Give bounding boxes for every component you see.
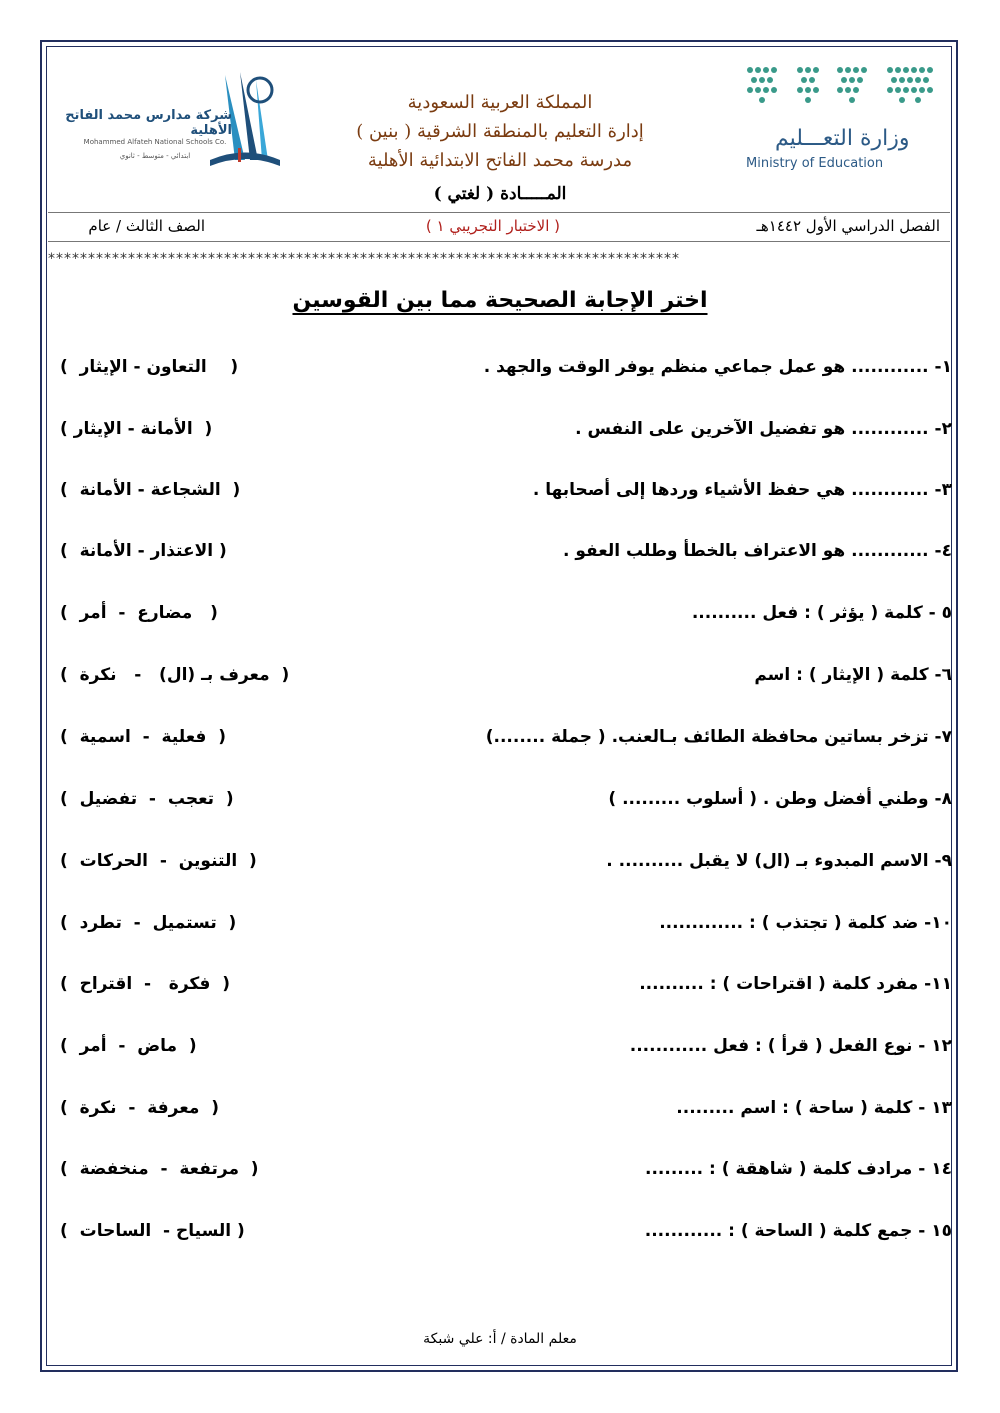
question-options: ( السياح - الساحات ) (60, 1221, 245, 1241)
question-item (48, 1159, 952, 1195)
question-options: ( فعلية - اسمية ) (60, 727, 227, 747)
question-options: ( فكرة - اقتراح ) (60, 974, 231, 994)
question-options: ( الأمانة - الإيثار ) (60, 419, 213, 439)
question-item (48, 480, 952, 516)
question-text: ٨- وطني أفضل وطن . ( أسلوب ......... ) (608, 789, 952, 809)
grade-label: الصف الثالث / عام (88, 217, 205, 235)
question-text: ٤- ............ هو الاعتراف بالخطأ وطلب العفو . (562, 541, 952, 561)
question-text: ١٢ - نوع الفعل ( قرأ ) : فعل ............ (629, 1036, 952, 1056)
question-options: ( الاعتذار - الأمانة ) (60, 541, 227, 561)
question-item (48, 974, 952, 1010)
header-line-school: مدرسة محمد الفاتح الابتدائية الأهلية (367, 150, 633, 171)
question-item (48, 1221, 952, 1257)
question-text: ١٤ - مرادف كلمة ( شاهقة ) : ......... (645, 1159, 952, 1179)
subject-label: المـــــادة ( لغتي ) (433, 184, 567, 204)
ministry-name-en: Ministry of Education (746, 156, 884, 171)
teacher-footer: معلم المادة / أ: علي شبكة (423, 1331, 577, 1347)
question-item (48, 603, 952, 639)
question-text: ٦- كلمة ( الإيثار ) : اسم (754, 665, 952, 685)
info-bar (48, 212, 950, 242)
question-item (48, 789, 952, 825)
question-text: ١٥ - جمع كلمة ( الساحة ) : ............ (644, 1221, 952, 1241)
question-item (48, 851, 952, 887)
star-divider: ******************************************************************************* (48, 251, 680, 267)
question-text: ١٠- ضد كلمة ( تجتذب ) : ............. (659, 913, 952, 933)
question-options: ( تستميل - تطرد ) (60, 913, 237, 933)
question-text: ٥ - كلمة ( يؤثر ) : فعل .......... (691, 603, 952, 623)
question-item (48, 1098, 952, 1134)
question-options: ( مضارع - أمر ) (60, 603, 218, 623)
semester-label: الفصل الدراسي الأول ١٤٤٢هـ (756, 217, 940, 235)
question-text: ١٣ - كلمة ( ساحة ) : اسم ......... (676, 1098, 952, 1118)
question-text: ٣- ............ هي حفظ الأشياء وردها إلى أصحابها . (532, 480, 952, 500)
question-text: ٢- ............ هو تفضيل الآخرين على النفس . (575, 419, 952, 439)
question-options: ( التنوين - الحركات ) (60, 851, 257, 871)
test-label: ( الاختبار التجريبي ١ ) (425, 217, 560, 235)
school-company-name: شركة مدارس محمد الفاتح الأهلية (65, 108, 232, 138)
question-options: ( الشجاعة - الأمانة ) (60, 480, 241, 500)
header-line-education: إدارة التعليم بالمنطقة الشرقية ( بنين ) (356, 121, 644, 142)
ministry-name-ar: وزارة التعـــليم (775, 126, 910, 151)
question-text: ٩- الاسم المبدوء بـ (ال) لا يقبل .......... . (606, 851, 952, 871)
header-center (300, 88, 700, 175)
question-item (48, 665, 952, 701)
question-item (48, 357, 952, 393)
question-item (48, 1036, 952, 1072)
question-item (48, 541, 952, 577)
instructions-title: اختر الإجابة الصحيحة مما بين القوسين (292, 288, 708, 313)
question-options: ( التعاون - الإيثار ) (60, 357, 239, 377)
question-item (48, 727, 952, 763)
question-text: ١- ............ هو عمل جماعي منظم يوفر الوقت والجهد . (483, 357, 952, 377)
question-text: ١١- مفرد كلمة ( اقتراحات ) : .......... (639, 974, 952, 994)
question-item (48, 419, 952, 455)
question-options: ( مرتفعة - منخفضة ) (60, 1159, 259, 1179)
question-item (48, 913, 952, 949)
question-options: ( ماض - أمر ) (60, 1036, 197, 1056)
question-options: ( تعجب - تفضيل ) (60, 789, 234, 809)
question-options: ( معرف بـ (ال) - نكرة ) (60, 665, 290, 685)
header-line-kingdom: المملكة العربية السعودية (407, 92, 593, 113)
question-text: ٧- تزخر بساتين محافظة الطائف بـالعنب. ( جملة ........) (485, 727, 952, 747)
question-options: ( معرفة - نكرة ) (60, 1098, 219, 1118)
school-company-en: Mohammed Alfateh National Schools Co. (83, 138, 227, 146)
school-stages: ابتدائي - متوسط - ثانوي (119, 152, 191, 160)
